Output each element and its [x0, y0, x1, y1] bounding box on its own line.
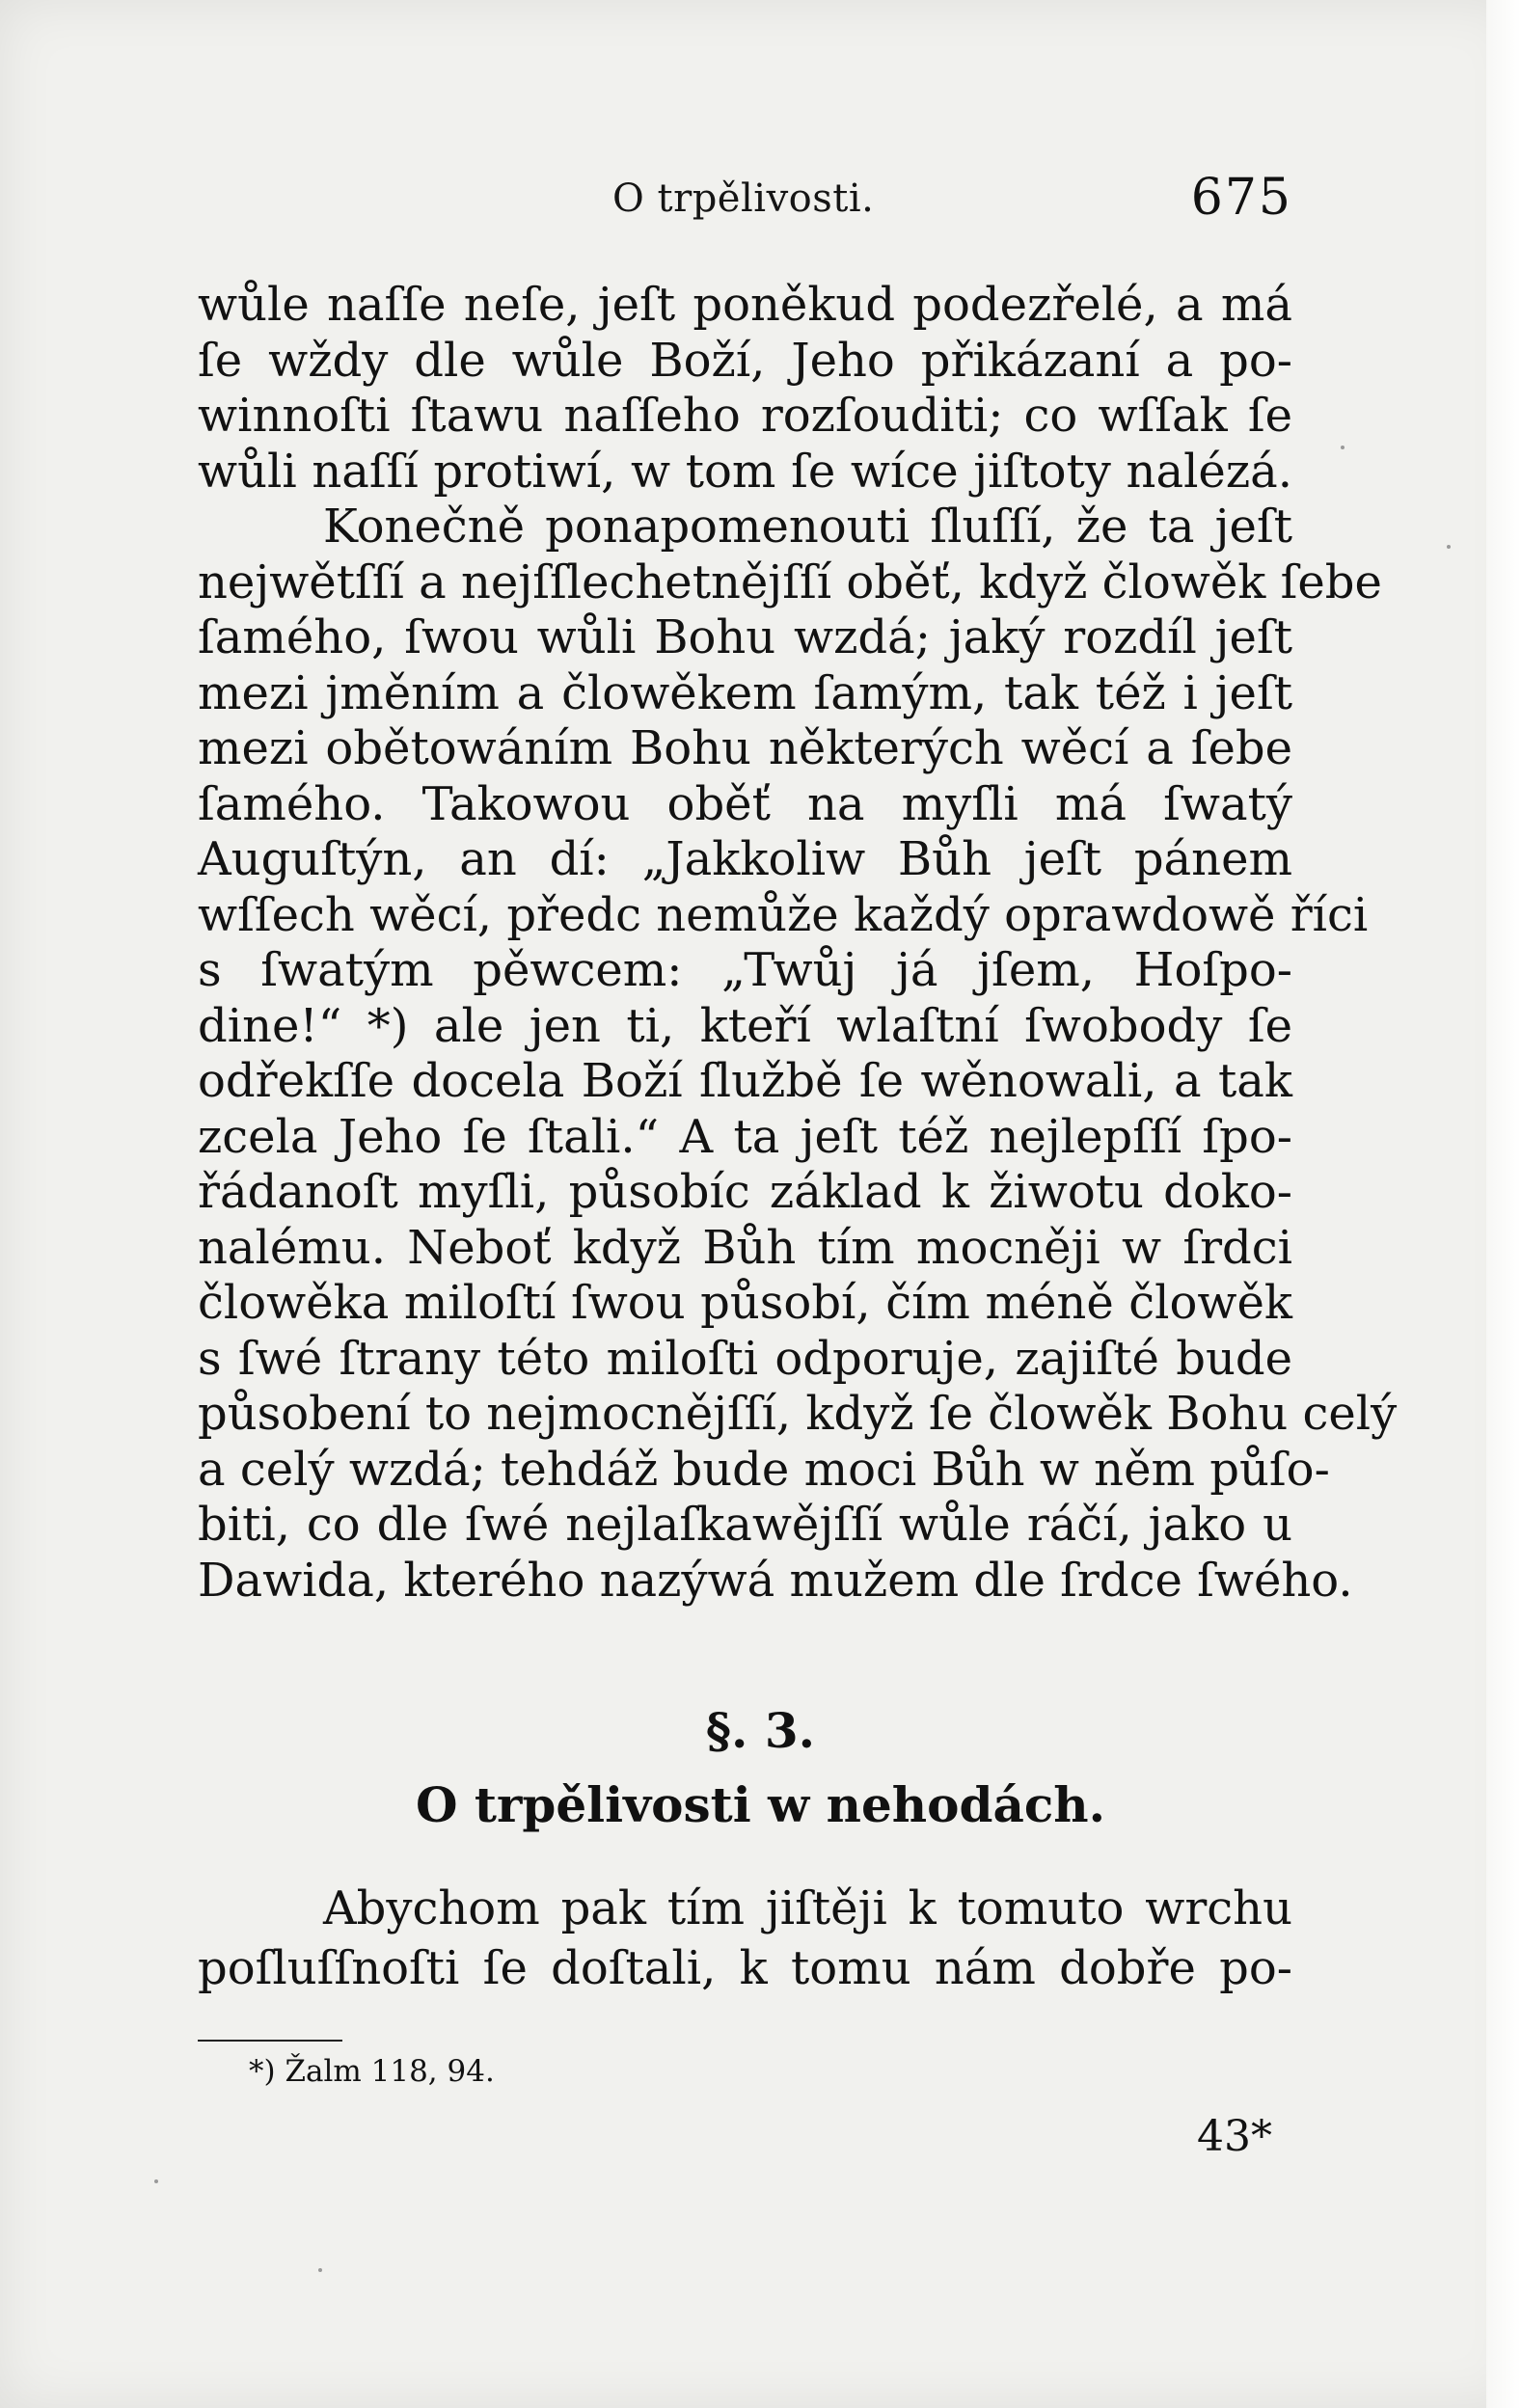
text-line: Dawida, kterého nazýwá mužem dle ſrdce ſwého. [198, 1553, 1353, 1608]
paper-speck [154, 2179, 158, 2183]
text-line: Konečně ponapomenouti ſluſſí, že ta jeſt [323, 500, 1292, 554]
text-line: mezi obětowáním Bohu některých wěcí a ſebe [198, 721, 1292, 775]
text-line: wůli naſſí protiwí, w tom ſe wíce jiſtoty nalézá. [198, 444, 1292, 499]
text-line: ſamého, ſwou wůli Bohu wzdá; jaký rozdíl jeſt [198, 610, 1292, 664]
text-line: odřekſſe docela Boží ſlužbě ſe wěnowali, a tak [198, 1054, 1292, 1108]
running-head: O trpělivosti. [612, 176, 875, 221]
text-line: s ſwé ſtrany této miloſti odporuje, zajiſté bude [198, 1331, 1292, 1386]
second-paragraph [198, 1879, 1292, 1998]
footnote: *) Žalm 118, 94. [249, 2054, 495, 2089]
text-line: člowěka miloſtí ſwou působí, čím méně člowěk [198, 1276, 1292, 1330]
text-line: Auguſtýn, an dí: „Jakkoliw Bůh jeſt pánem [198, 832, 1292, 886]
text-line: s ſwatým pěwcem: „Twůj já jſem, Hoſpo- [198, 943, 1292, 997]
text-line: působení to nejmocnějſſí, když ſe člowěk Bohu celý [198, 1387, 1398, 1441]
text-line: poſluſſnoſti ſe doſtali, k tomu nám dobře po- [198, 1941, 1292, 1995]
text-line: a celý wzdá; tehdáž bude moci Bůh w něm půſo- [198, 1442, 1330, 1497]
main-paragraphs [198, 278, 1398, 1609]
section-number: §. 3. [705, 1702, 816, 1759]
text-line: dine!“ *) ale jen ti, kteří wlaſtní ſwobody ſe [198, 998, 1292, 1053]
text-line: wůle naſſe neſe, jeſt poněkud podezřelé, a má [198, 278, 1292, 332]
text-line: Abychom pak tím jiſtěji k tomuto wrchu [323, 1881, 1292, 1935]
text-line: řádanoſt myſli, působíc základ k žiwotu doko- [198, 1165, 1292, 1219]
text-line: ſe wždy dle wůle Boží, Jeho přikázaní a po- [198, 333, 1292, 388]
footnote-rule [198, 2040, 342, 2042]
page-header [198, 169, 1292, 236]
text-line: biti, co dle ſwé nejlaſkawějſſí wůle ráčí, jako u [198, 1498, 1292, 1552]
text-line: ſamého. Takowou oběť na myſli má ſwatý [198, 776, 1292, 831]
text-line: winnoſti ſtawu naſſeho rozſouditi; co wſſak ſe [198, 389, 1292, 443]
text-line: zcela Jeho ſe ſtali.“ A ta jeſt též nejlepſſí ſpo- [198, 1109, 1292, 1164]
text-line: wſſech wěcí, předc nemůže každý oprawdowě říci [198, 887, 1369, 942]
page-number: 675 [1190, 169, 1292, 227]
page-edge [1486, 0, 1521, 2408]
paper-speck [1447, 545, 1451, 549]
signature-mark: 43* [1197, 2112, 1272, 2161]
text-line: mezi jměním a člowěkem ſamým, tak též i jeſt [198, 665, 1292, 720]
paper-speck [1341, 446, 1344, 449]
text-line: nejwětſſí a nejſſlechetnějſſí oběť, když člowěk ſebe [198, 555, 1382, 609]
paper-speck [318, 2268, 322, 2272]
text-line: nalému. Neboť když Bůh tím mocněji w ſrdci [198, 1220, 1292, 1275]
section-title: O trpělivosti w nehodách. [415, 1776, 1106, 1833]
